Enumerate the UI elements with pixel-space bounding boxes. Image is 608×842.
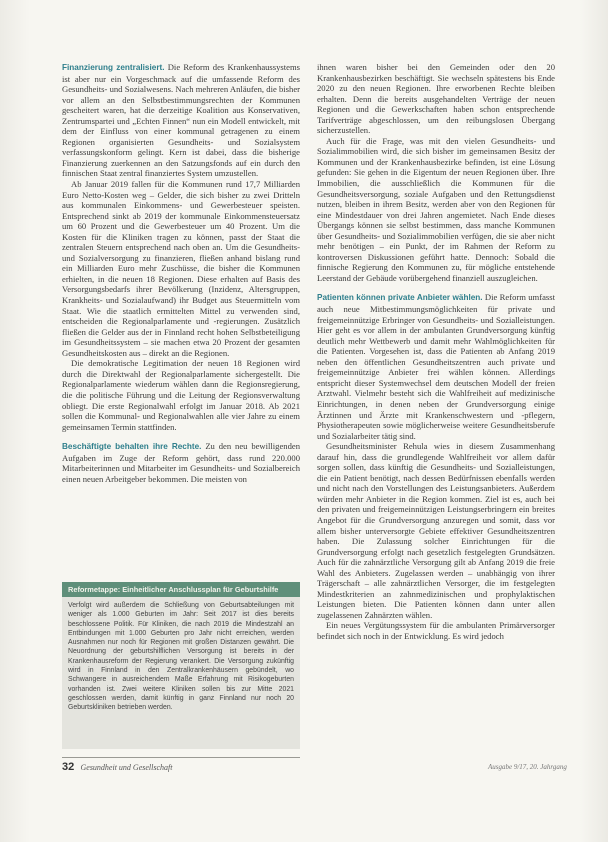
paragraph	[62, 62, 300, 179]
paragraph: Gesundheitsminister Rehula wies in diesem Zusammenhang darauf hin, dass die grundlegende Wahlfreiheit vor allem dafür sorgen sollen, dass künftig die Gesundheits- und Sozialleistungen, die ein Patient benötigt, nach dessen Bedürfnissen ebenfalls werden und nicht nach den Vorstellungen des Leistungsanbieters. Außerdem würden mehr Anbieter in die Region kommen. Ziel ist es, auch bei den privaten und freigemeinnützigen Leistungserbringern ein breites Angebot für die Grundversorgung anzuregen und somit, dass vor allem bisher unterversorgte Gebiete effektiver Gesundheitszentren haben. Die Zulassung solcher Einrichtungen für die Grundversorgung erfolgt nach gesetzlich festgelegten Grundsätzen. Auch für die zahnärztliche Versorgung gilt ab Anfang 2019 die freie Wahl des Anbieters. Zugelassen werden – unabhängig von ihrer Trägerschaft – alle zahnärztlichen Versorger, die im festgelegten Mindestkriterien an zahnmedizinischen und prophylaktischen Leistungen bieten. Die Patienten können dann unter allen zugelassenen Zahnärzten wählen.	[317, 441, 555, 620]
magazine-name: Gesundheit und Gesellschaft	[80, 763, 173, 772]
issue-label: Ausgabe 9/17, 20. Jahrgang	[488, 763, 567, 771]
paragraph: Ein neues Vergütungssystem für die ambulanten Primärversorger befindet sich noch in der Entwicklung. Es wird jedoch	[317, 620, 555, 641]
paragraph-text: Die Reform des Krankenhaussystems ist aber nur ein Vorgeschmack auf die umfassende Reform des Gesundheits- und Sozialwesens. Nach mehreren Anläufen, die bisher vor allem an den Selbstbestimmungsrechten der Kommunen gescheitert waren, hat die derzeitige Koalition aus Konservativen, Zentrumspartei und „Echten Finnen“ nun ein Modell entwickelt, mit dem der Einfluss von einer kommunal getragenen zu einem Regionen organisierten Gesundheits- und Sozialsystem verfassungskonform gelingt. Kern ist dabei, dass die bisherige Finanzierung zuerkennen an den Satzungsfonds auf ein durch den finnischen Staat zentral finanziertes System umzustellen.	[62, 62, 300, 179]
left-column	[62, 62, 300, 484]
page-number: 32	[62, 761, 75, 773]
paragraph: Ab Januar 2019 fallen für die Kommunen rund 17,7 Milliarden Euro Netto-Kosten weg – Gelder, die sich bisher zu zwei Dritteln aus kommunalen Einkommens- und Gewerbesteuer speisten. Entsprechend sinkt ab 2019 der kommunale Einkommensteuersatz um 60 Prozent und die Gewerbesteuer um 40 Prozent. Um die Kosten für die Kliniken tragen zu können, passt der Staat die zentralen Steuern entsprechend nach oben an. Um die Gesundheits- und Sozialversorgung zu finanzieren, fließen anhand bislang rund ein Milliarden Euro mehr Zuschüsse, die bisher die Kommunen erhielten, in die neuen 18 Regionen. Diese erhalten auf Basis des Versorgungsbedarfs ihrer Bevölkerung (Inzidenz, Altersgruppen, Krankheits- und Sozialaufwand) ihr Budget aus Steuermitteln vom Staat. Wie die staatlich ermittelten Mittel zu verwenden sind, entscheiden die Regionalparlamente und -regierungen. Zusätzlich fließen die Gelder aus der in Finnland recht hohen Selbstbeteiligung im Gesundheitssystem – sie machen etwa 20 Prozent der gesamten Gesundheitskosten aus – direkt an die Regionen.	[62, 179, 300, 358]
footer-rule	[62, 757, 300, 758]
paragraph	[317, 292, 555, 441]
paragraph-text: Zu den neu bewilligenden Aufgaben im Zuge der Reform gehört, dass rund 220.000 Mitarbeiterinnen und Mitarbeiter im Gesundheits- und Sozialbereich einen neuen Arbeitgeber bekommen. Die meisten von	[62, 441, 301, 484]
paragraph: Auch für die Frage, was mit den vielen Gesundheits- und Sozialimmobilien wird, die sich bisher im gemeinsamen Besitz der Kommunen und der Krankenhausbezirke befinden, ist eine Lösung gefunden: Sie gehen in die Eigentum der neuen Regionen über. Ihre Immobilien, die ausschließlich die Kommunen für die Gesundheitsversorgung, soziale Aufgaben und den Rettungsdienst nutzen, bleiben in ihrem Besitz, werden aber von den Regionen für eine Mindestdauer von drei Jahren angemietet. Nach Ende dieses Übergangs können sie selbst bestimmen, dass manche Kommunen über Gesundheits- und Sozialimmobilien verfügen, die sie aber nicht mehr benötigen – ein Punkt, der im Rahmen der Reform zu kontroversen Diskussionen geführt hatte. Dennoch: Sobald die finnische Regierung den Kommunen zu, für mögliche entstehende Leerstand der Gebäude vorübergehend finanziell auszugleichen.	[317, 135, 555, 283]
paragraph: Die demokratische Legitimation der neuen 18 Regionen wird durch die Direktwahl der Regionalparlamente sichergestellt. Die Regionalparlamente wiederum wählen dann die Regionsregierung, die die politische Führung und die Leitung der Regionsverwaltung obliegt. Die erste Regionalwahl erfolgt im Januar 2018. Ab 2021 sollen die Kommunal- und Regionalwahlen alle vier Jahre zu einem gemeinsamen Termin stattfinden.	[62, 358, 300, 432]
footer-left	[62, 761, 172, 773]
paragraph	[62, 441, 300, 484]
right-column	[317, 62, 555, 642]
subheading: Patienten können private Anbieter wählen.	[317, 293, 483, 303]
info-box-text: Verfolgt wird außerdem die Schließung von Geburtsabteilungen mit weniger als 1.000 Geburten im Jahr: Seit 2017 ist dies bereits beschlossene Politik. Für Kliniken, die nach 2019 die Mindestzahl an Entbindungen mit 1.000 Geburten pro Jahr nicht erreichen, werden Ausnahmen nur noch für Regionen mit großen Distanzen gewährt. Die Neuordnung der geburtshilflichen Versorgung ist bereits in der Krankenhausreform der Regierung verankert. Die Versorgung zukünftig wird in Finnland in den Zentralkrankenhäusern gebündelt, wo Schwangere in ausreichendem Maße Erfahrung mit Risikogeburten vorhanden ist. Zwei weitere Kliniken sollen bis zur Mitte 2021 geschlossen werden, damit künftig in ganz Finnland nur noch 20 Geburtskliniken betrieben werden.	[68, 602, 294, 712]
subheading: Finanzierung zentralisiert.	[62, 63, 165, 72]
paragraph-text: Die Reform umfasst auch neue Mitbestimmungsmöglichkeiten für private und freigemeinnützige Erbringer von Gesundheits- und Sozialleistungen. Hier geht es vor allem in der ambulanten Grundversorgung künftig deutlich mehr Wettbewerb und damit mehr Wahlmöglichkeiten für die Patienten. Vorgesehen ist, dass die Patienten ab Anfang 2019 neben den öffentlichen Gesundheitszentren auch private und freigemeinnützige Anbieter frei wählen können. Allerdings entspricht dieser Systemwechsel dem deutschen Modell der freien Arztwahl. Vielmehr besteht sich die Wahlfreiheit auf medizinische Einrichtungen, in denen neben der Grundversorgung einige Ärztinnen und Ärzte mit Krankenschwestern und -pflegern, Physiotherapeuten sowie möglicherweise weitere Gesundheitsberufe und Sozialarbeiter tätig sind.	[317, 292, 555, 441]
subheading: Beschäftigte behalten ihre Rechte.	[62, 442, 202, 452]
info-box-title: Reformetappe: Einheitlicher Anschlussplan für Geburtshilfe	[62, 582, 300, 597]
paragraph: ihnen waren bisher bei den Gemeinden oder den 20 Krankenhausbezirken beschäftigt. Sie wechseln spätestens bis Ende 2020 zu den neuen Regionen. Ihre erworbenen Rechte bleiben erhalten. Denn die bereits ausgehandelten Verträge der neuen Regionen und die Gewerkschaften haben schon entsprechende Tarifverträge abgeschlossen, um den reibungslosen Übergang sicherzustellen.	[317, 62, 555, 136]
info-box	[62, 582, 300, 749]
